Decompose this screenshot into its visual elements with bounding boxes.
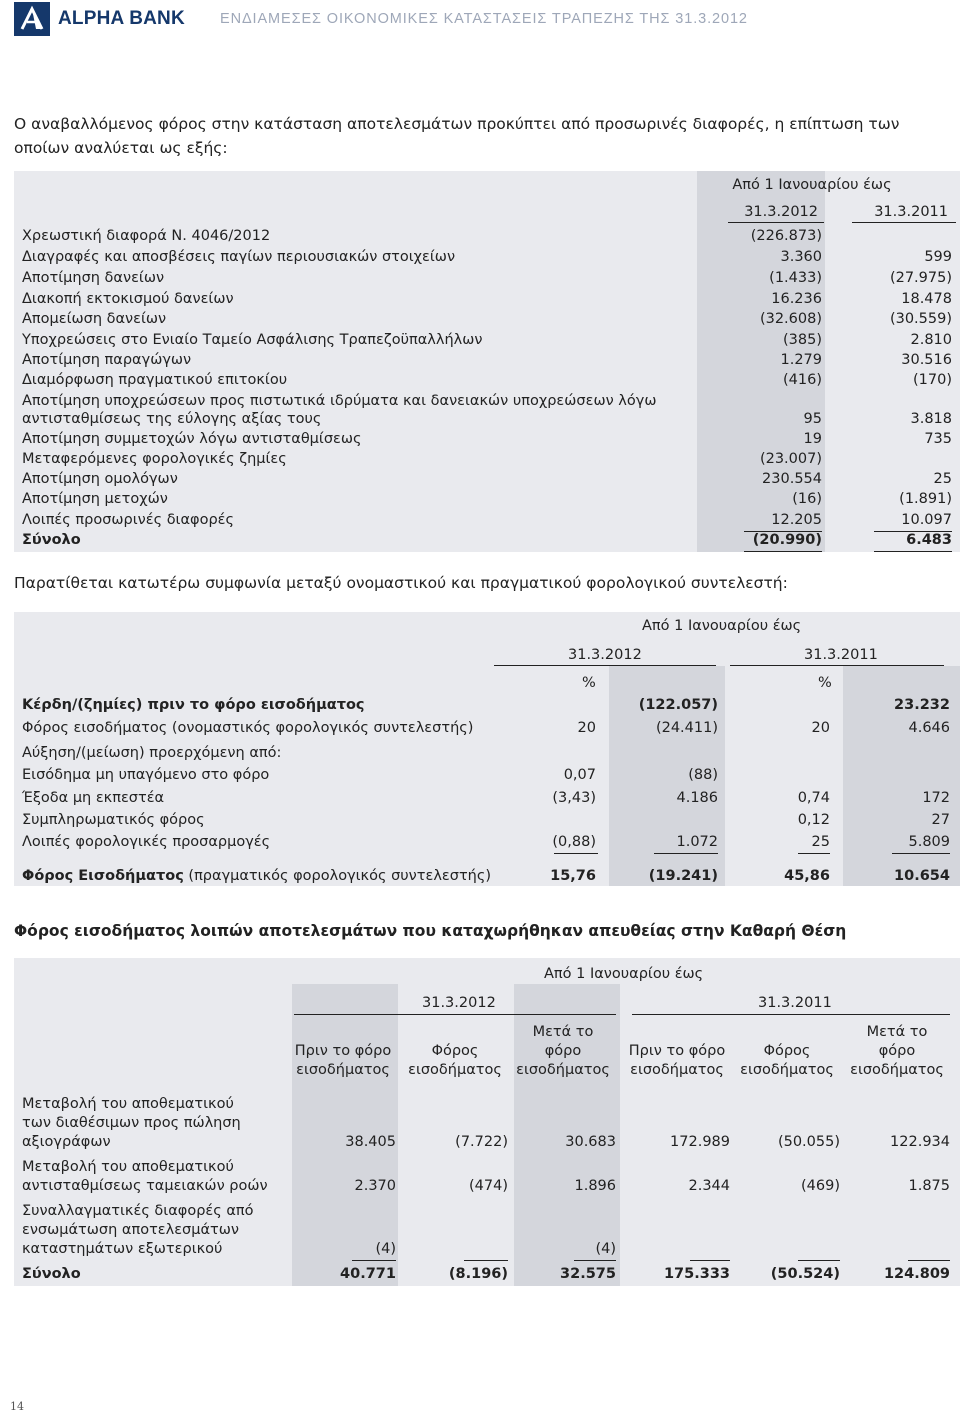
column-subheader: φόρο (544, 1043, 582, 1059)
total-value: 32.575 (560, 1266, 616, 1282)
alpha-bank-logo-icon (14, 2, 50, 36)
row-label: Συμπληρωματικός φόρος (22, 812, 205, 828)
value-cell: 2.344 (688, 1178, 730, 1194)
amount-2011: 27 (931, 812, 950, 828)
value-2012: (226.873) (750, 228, 822, 244)
pct-2011: 0,74 (797, 790, 830, 806)
total-label-bold: Φόρος Εισοδήματος (22, 868, 184, 884)
value-2011: 2.810 (910, 332, 952, 348)
total-amount-2012: (19.241) (648, 868, 718, 884)
total-label: Σύνολο (22, 532, 81, 548)
row-label: Αποτίμηση ομολόγων (22, 471, 178, 487)
page-number: 14 (10, 1400, 24, 1413)
pct-2011: 25 (811, 834, 830, 850)
period-header: Από 1 Ιανουαρίου έως (732, 177, 892, 193)
column-subheader: εισοδήματος (516, 1062, 610, 1078)
row-label: Αποτίμηση παραγώγων (22, 352, 192, 368)
amount-2012: 4.186 (676, 790, 718, 806)
value-cell: 38.405 (345, 1134, 396, 1150)
total-value: (50.524) (770, 1266, 840, 1282)
total-amount-2011: 10.654 (894, 868, 950, 884)
deferred-tax-table (14, 171, 960, 552)
underline (554, 853, 598, 854)
value-2011: (1.891) (899, 491, 952, 507)
amount-2011: 5.809 (908, 834, 950, 850)
value-cell: (4) (595, 1241, 616, 1257)
period-header: Από 1 Ιανουαρίου έως (544, 966, 704, 982)
tax-rate-reconciliation-table (14, 612, 960, 886)
value-2012: 16.236 (771, 291, 822, 307)
total-value: 175.333 (663, 1266, 730, 1282)
total-2012: (20.990) (752, 532, 822, 548)
row-label: ενσωμάτωση αποτελεσμάτων (22, 1222, 240, 1238)
row-label: Αποτίμηση δανείων (22, 270, 165, 286)
column-subheader: Πριν το φόρο (628, 1043, 726, 1059)
row-label: Φόρος εισοδήματος (ονομαστικός φορολογικός συντελεστής) (22, 720, 474, 736)
row-label: αξιογράφων (22, 1134, 111, 1150)
value-2011: 735 (924, 431, 952, 447)
column-subheader: εισοδήματος (740, 1062, 834, 1078)
column-subheader: Φόρος (431, 1043, 479, 1059)
total-value: (8.196) (448, 1266, 508, 1282)
underline (294, 1014, 616, 1015)
document-title: ΕΝΔΙΑΜΕΣΕΣ ΟΙΚΟΝΟΜΙΚΕΣ ΚΑΤΑΣΤΑΣΕΙΣ ΤΡΑΠΕΖΗΣ ΤΗΣ 31.3.2012 (220, 11, 748, 27)
underline (728, 222, 824, 223)
pct-2011: 0,12 (797, 812, 830, 828)
value-2011: (170) (913, 372, 952, 388)
col-header-2011: 31.3.2011 (758, 995, 832, 1011)
row-label: Διαμόρφωση πραγματικού επιτοκίου (22, 372, 288, 388)
value-2012: 230.554 (762, 471, 822, 487)
row-label: Διακοπή εκτοκισμού δανείων (22, 291, 234, 307)
section3-title: Φόρος εισοδήματος λοιπών αποτελεσμάτων που καταχωρήθηκαν απευθείας στην Καθαρή Θέση (14, 922, 847, 940)
column-subheader: φόρο (878, 1043, 916, 1059)
pct-2012: 0,07 (563, 767, 596, 783)
row-label: Μεταφερόμενες φορολογικές ζημίες (22, 451, 287, 467)
underline (852, 222, 956, 223)
row-label: Εισόδημα μη υπαγόμενο στο φόρο (22, 767, 270, 783)
value-cell: 30.683 (565, 1134, 616, 1150)
column-subheader: εισοδήματος (408, 1062, 502, 1078)
value-2012: 19 (803, 431, 822, 447)
value-2011: 10.097 (901, 512, 952, 528)
value-2011: (30.559) (889, 311, 952, 327)
value-cell: 122.934 (890, 1134, 950, 1150)
pct-2012: 20 (577, 720, 596, 736)
value-2011: 25 (933, 471, 952, 487)
col-header-2011: 31.3.2011 (804, 647, 878, 663)
row-label: των διαθέσιμων προς πώληση (22, 1115, 241, 1131)
value-2012: 95 (803, 411, 822, 427)
value-2012: 12.205 (771, 512, 822, 528)
intro-text: Ο αναβαλλόμενος φόρος στην κατάσταση αποτελεσμάτων προκύπτει από προσωρινές διαφορές, η επίπτωση των οποίων αναλύεται ως εξής: (14, 115, 900, 157)
page-header (14, 2, 954, 38)
amount-2012: (122.057) (638, 697, 718, 713)
pct-2012: (3,43) (552, 790, 596, 806)
row-label: Αύξηση/(μείωση) προερχόμενη από: (22, 745, 282, 761)
double-underline (874, 551, 952, 552)
row-label: Συναλλαγματικές διαφορές από (22, 1203, 254, 1219)
underline (494, 665, 716, 666)
underline (632, 1014, 950, 1015)
row-label: Αποτίμηση συμμετοχών λόγω αντισταθμίσεως (22, 431, 362, 447)
value-cell: 172.989 (670, 1134, 730, 1150)
underline (892, 853, 950, 854)
underline (464, 1260, 508, 1261)
section2-title: Παρατίθεται κατωτέρω συμφωνία μεταξύ ονομαστικού και πραγματικού φορολογικού συντελεστή: (14, 574, 788, 592)
value-cell: 1.896 (574, 1178, 616, 1194)
total-value: 124.809 (883, 1266, 950, 1282)
value-cell: 2.370 (354, 1178, 396, 1194)
total-pct-2011: 45,86 (784, 868, 830, 884)
row-label: Έξοδα μη εκπεστέα (22, 790, 165, 806)
value-cell: (50.055) (777, 1134, 840, 1150)
column-subheader: εισοδήματος (296, 1062, 390, 1078)
value-2012: (23.007) (759, 451, 822, 467)
row-label: Διαγραφές και αποσβέσεις παγίων περιουσιακών στοιχείων (22, 249, 456, 265)
value-cell: (7.722) (455, 1134, 508, 1150)
row-label: Κέρδη/(ζημίες) πριν το φόρο εισοδήματος (22, 697, 365, 713)
row-label: Απομείωση δανείων (22, 311, 167, 327)
row-label: Μεταβολή του αποθεματικού (22, 1096, 234, 1112)
row-label: Λοιπές προσωρινές διαφορές (22, 512, 235, 528)
row-label: Μεταβολή του αποθεματικού (22, 1159, 234, 1175)
row-label: αντισταθμίσεως ταμειακών ροών (22, 1178, 268, 1194)
total-label (22, 868, 491, 884)
value-cell: (469) (801, 1178, 840, 1194)
col-header-2012: 31.3.2012 (422, 995, 496, 1011)
value-2011: 3.818 (910, 411, 952, 427)
double-underline (744, 551, 822, 552)
total-label: Σύνολο (22, 1266, 81, 1282)
value-2012: (416) (783, 372, 822, 388)
equity-tax-table (14, 958, 960, 1286)
brand-name: ALPHA BANK (58, 8, 185, 29)
value-2012: (1.433) (769, 270, 822, 286)
amount-2011: 172 (922, 790, 950, 806)
row-label: Χρεωστική διαφορά Ν. 4046/2012 (22, 228, 271, 244)
amount-2012: (88) (688, 767, 718, 783)
total-value: 40.771 (340, 1266, 396, 1282)
underline (352, 1260, 396, 1261)
row-label: Αποτίμηση μετοχών (22, 491, 168, 507)
value-2012: (16) (792, 491, 822, 507)
value-cell: (474) (469, 1178, 508, 1194)
column-subheader: Πριν το φόρο (294, 1043, 392, 1059)
row-label: Υποχρεώσεις στο Ενιαίο Ταμείο Ασφάλισης Τραπεζοϋπαλλήλων (22, 332, 483, 348)
value-2012: 1.279 (780, 352, 822, 368)
value-2011: (27.975) (889, 270, 952, 286)
column-subheader: Μετά το (532, 1024, 594, 1040)
period-header: Από 1 Ιανουαρίου έως (642, 618, 802, 634)
percent-header: % (582, 675, 596, 691)
amount-2012: (24.411) (655, 720, 718, 736)
value-cell: 1.875 (908, 1178, 950, 1194)
amount-2012: 1.072 (676, 834, 718, 850)
total-2011: 6.483 (906, 532, 952, 548)
row-label: αντισταθμίσεως της εύλογης αξίας τους (22, 411, 322, 427)
pct-2012: (0,88) (552, 834, 596, 850)
underline (798, 853, 830, 854)
amount-2011: 4.646 (908, 720, 950, 736)
row-label: Λοιπές φορολογικές προσαρμογές (22, 834, 271, 850)
underline (690, 1260, 730, 1261)
underline (730, 665, 944, 666)
underline (798, 1260, 840, 1261)
row-label: Αποτίμηση υποχρεώσεων προς πιστωτικά ιδρύματα και δανειακών υποχρεώσεων λόγω (22, 393, 657, 409)
column-subheader: εισοδήματος (630, 1062, 724, 1078)
pct-2011: 20 (811, 720, 830, 736)
column-subheader: Φόρος (763, 1043, 811, 1059)
underline (574, 1260, 616, 1261)
col-header-2012: 31.3.2012 (568, 647, 642, 663)
value-2011: 30.516 (901, 352, 952, 368)
value-2011: 599 (924, 249, 952, 265)
underline (654, 853, 718, 854)
value-2012: (385) (783, 332, 822, 348)
percent-header: % (818, 675, 832, 691)
value-2011: 18.478 (901, 291, 952, 307)
total-label-rest: (πραγματικός φορολογικός συντελεστής) (183, 868, 492, 884)
column-subheader: Μετά το (866, 1024, 928, 1040)
amount-2011: 23.232 (894, 697, 950, 713)
total-pct-2012: 15,76 (550, 868, 596, 884)
value-2012: 3.360 (780, 249, 822, 265)
row-label: καταστημάτων εξωτερικού (22, 1241, 223, 1257)
underline (908, 1260, 950, 1261)
value-cell: (4) (375, 1241, 396, 1257)
col-header-2011: 31.3.2011 (874, 204, 948, 220)
col-header-2012: 31.3.2012 (744, 204, 818, 220)
column-subheader: εισοδήματος (850, 1062, 944, 1078)
value-2012: (32.608) (759, 311, 822, 327)
